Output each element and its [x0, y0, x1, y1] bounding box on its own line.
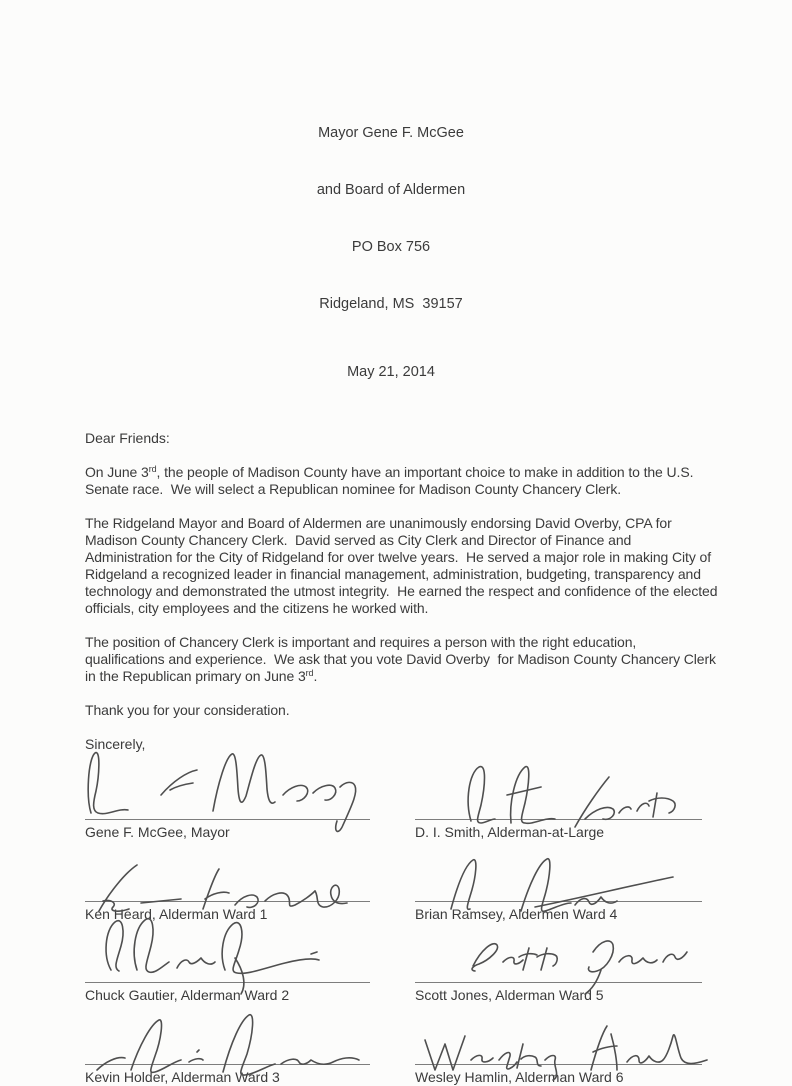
paragraph-1-pre: On June 3 [85, 464, 149, 480]
signature-block-kevin-holder [85, 1018, 370, 1086]
signature-row-2 [85, 857, 717, 923]
letterhead-line-2: and Board of Aldermen [316, 182, 466, 198]
signature-chuck-gautier-ink [85, 918, 385, 996]
signature-scott-jones-ink [415, 926, 702, 996]
signature-block-scott-jones [415, 939, 702, 1004]
letter-body [85, 464, 722, 719]
signature-block-di-smith [415, 756, 702, 841]
signature-label: D. I. Smith, Alderman-at-Large [415, 824, 605, 840]
signature-line [415, 939, 702, 983]
letterhead-line-1: Mayor Gene F. McGee [318, 125, 464, 141]
signature-block-wesley-hamlin [415, 1018, 702, 1086]
signature-block-ken-heard [85, 857, 370, 923]
paragraph-3-superscript: rd [305, 668, 314, 678]
letterhead-line-3: PO Box 756 [351, 239, 431, 255]
paragraph-1-superscript: rd [148, 464, 157, 474]
signature-label: Scott Jones, Alderman Ward 5 [415, 987, 604, 1003]
signature-label: Gene F. McGee, Mayor [85, 824, 230, 840]
paragraph-3-post: . [313, 668, 318, 684]
signature-block-gene-mcgee [85, 756, 370, 841]
signature-label: Brian Ramsey, Aldermen Ward 4 [415, 906, 618, 922]
paragraph-1 [85, 464, 719, 498]
signature-row-4 [85, 1018, 717, 1086]
letterhead [85, 86, 697, 352]
signature-row-3 [85, 939, 717, 1004]
paragraph-2: The Ridgeland Mayor and Board of Aldermen are unanimously endorsing David Overby, CPA for Madison County Chancery Clerk. David served as City Clerk and Director of Finance and Administration for the City of Ridgeland for over twelve years. He served a major role in making City of Ridgeland a recognized leader in financial management, administration, budgeting, transparency and technology and demonstrated the utmost integrity. He earned the respect and confidence of the elected officials, city employees and the citizens he worked with. [85, 515, 722, 616]
signature-line [415, 1018, 702, 1065]
signature-block-brian-ramsey [415, 857, 702, 923]
signature-label: Ken Heard, Alderman Ward 1 [85, 906, 268, 922]
salutation: Dear Friends: [85, 430, 170, 446]
signature-line [415, 756, 702, 820]
signature-label: Wesley Hamlin, Alderman Ward 6 [415, 1069, 624, 1085]
letterhead-line-4: Ridgeland, MS 39157 [319, 296, 463, 312]
signature-line [415, 857, 702, 902]
paragraph-3-pre: The position of Chancery Clerk is important and requires a person with the right education, qualifications and experience. We ask that you vote David Overby for Madison County Chancery Clerk in the Republican primary on June 3 [85, 634, 720, 684]
letter-date: May 21, 2014 [347, 364, 435, 380]
signature-line [85, 857, 370, 902]
signature-line [85, 939, 370, 983]
signature-di-smith-ink [415, 759, 702, 833]
paragraph-3 [85, 634, 719, 685]
paragraph-1-post: , the people of Madison County have an important choice to make in addition to the U.S. Senate race. We will select a Republican nominee for Madison County Chancery Clerk. [85, 464, 698, 497]
signature-gene-mcgee-ink [85, 745, 385, 833]
signature-line [85, 756, 370, 820]
signature-label: Chuck Gautier, Alderman Ward 2 [85, 987, 290, 1003]
signature-line [85, 1018, 370, 1065]
signoff: Sincerely, [85, 736, 146, 752]
signature-grid [85, 756, 717, 1086]
closing-line: Thank you for your consideration. [85, 702, 290, 718]
signature-block-chuck-gautier [85, 939, 370, 1004]
signature-label: Kevin Holder, Alderman Ward 3 [85, 1069, 280, 1085]
signature-row-1 [85, 756, 717, 841]
